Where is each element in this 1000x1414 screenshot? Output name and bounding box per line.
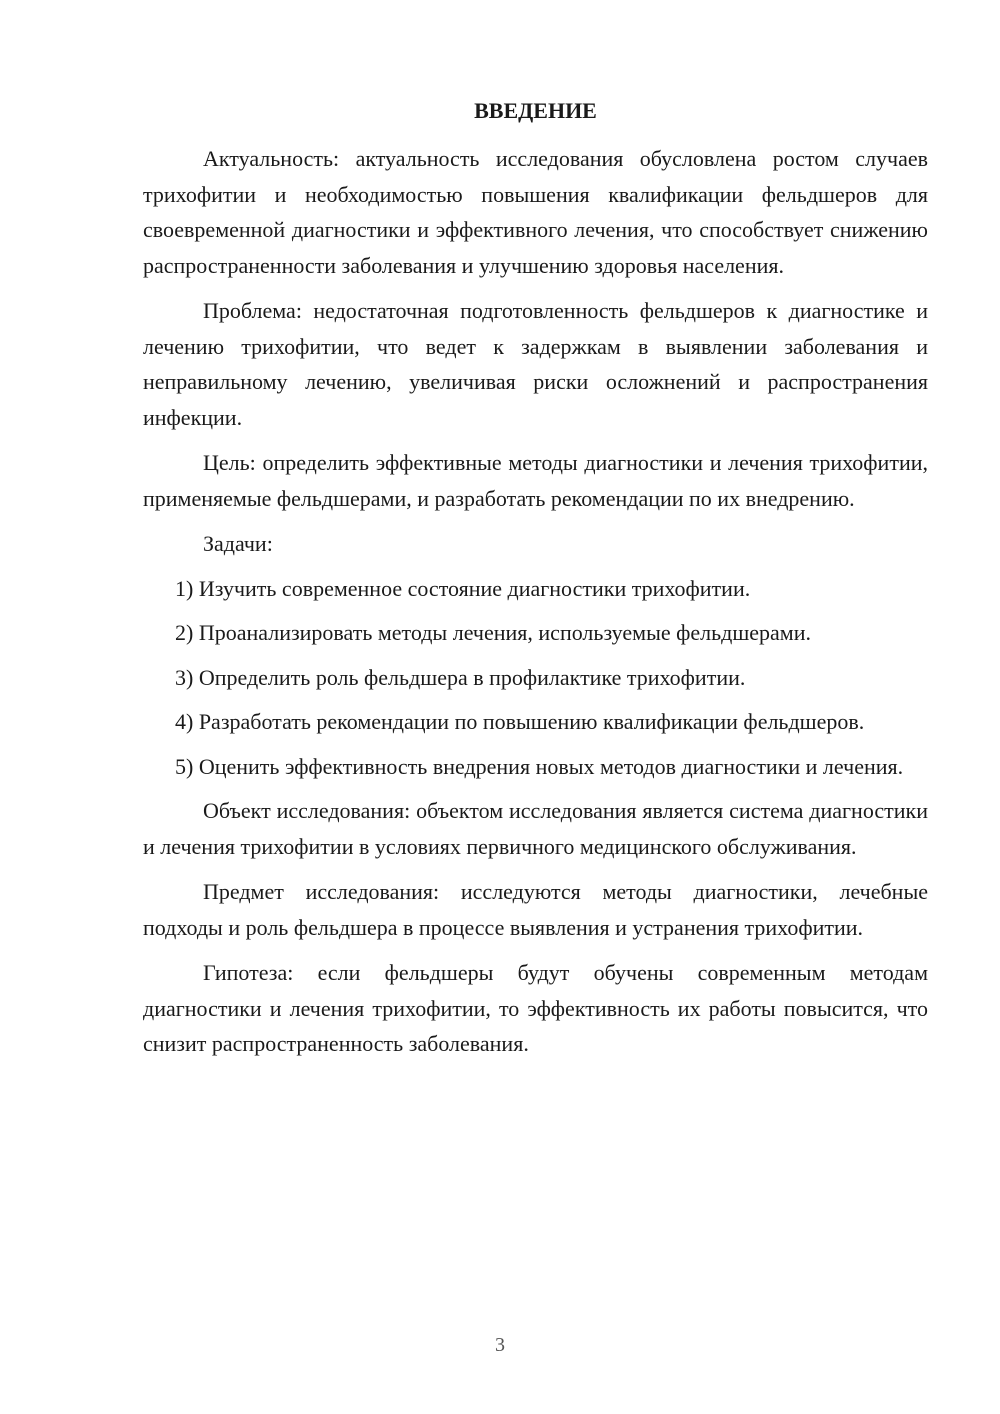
task-item-2: 2) Проанализировать методы лечения, используемые фельдшерами.: [175, 620, 812, 645]
hypothesis-paragraph: Гипотеза: если фельдшеры будут обучены современным методам диагностики и лечения трихофитии, то эффективность их работы повысится, что снизит распространенность заболевания.: [143, 960, 928, 1056]
section-title: ВВЕДЕНИЕ: [474, 98, 597, 123]
goal-paragraph: Цель: определить эффективные методы диагностики и лечения трихофитии, применяемые фельдшерами, и разработать рекомендации по их внедрению.: [143, 450, 928, 511]
relevance-paragraph: Актуальность: актуальность исследования обусловлена ростом случаев трихофитии и необходимостью повышения квалификации фельдшеров для своевременной диагностики и эффективного лечения, что способствует снижению распространенности заболевания и улучшению здоровья населения.: [143, 146, 928, 278]
task-item-5: 5) Оценить эффективность внедрения новых методов диагностики и лечения.: [175, 753, 904, 779]
task-item-3: 3) Определить роль фельдшера в профилактике трихофитии.: [175, 664, 746, 690]
task-item-1: 1) Изучить современное состояние диагностики трихофитии.: [175, 575, 751, 601]
object-paragraph: Объект исследования: объектом исследования является система диагностики и лечения трихофитии в условиях первичного медицинского обслуживания.: [143, 798, 928, 859]
task-item-4: 4) Разработать рекомендации по повышению квалификации фельдшеров.: [175, 709, 865, 734]
page-number: 3: [495, 1334, 505, 1356]
problem-paragraph: Проблема: недостаточная подготовленность фельдшеров к диагностике и лечению трихофитии, что ведет к задержкам в выявлении заболевания и неправильному лечению, увеличивая риски осложнений и распространения инфекции.: [143, 298, 928, 430]
document-body: [143, 141, 928, 1072]
subject-paragraph: Предмет исследования: исследуются методы диагностики, лечебные подходы и роль фельдшера в процессе выявления и устранения трихофитии.: [143, 879, 928, 940]
tasks-heading: Задачи:: [203, 531, 273, 556]
